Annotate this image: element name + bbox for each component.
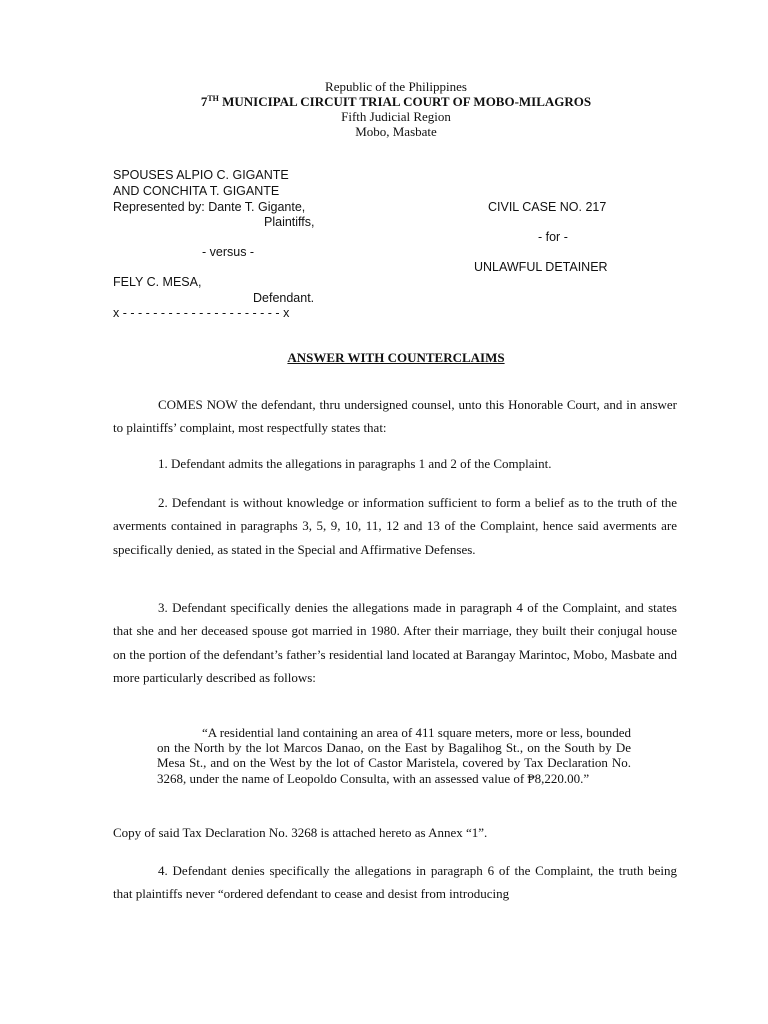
court-number-suffix: TH [207, 94, 219, 103]
paragraph-2-text: 2. Defendant is without knowledge or information sufficient to form a belief as to the truth of the averments contained in paragraphs 3, 5, 9, 10, 11, 12 and 13 of the Complaint, hence said averments are specifically denied, as stated in the Special and Affirmative Defenses. [113, 495, 677, 557]
court-title [0, 94, 768, 110]
header-republic: Republic of the Philippines [325, 79, 467, 94]
caption-separator: x - - - - - - - - - - - - - - - - - - - - - x [113, 306, 290, 320]
paragraph-3 [113, 596, 677, 689]
paragraph-4-text: 4. Defendant denies specifically the allegations in paragraph 6 of the Complaint, the truth being that plaintiffs never “ordered defendant to cease and desist from introducing [113, 863, 677, 902]
plaintiffs-name-line2: AND CONCHITA T. GIGANTE [113, 184, 280, 198]
case-nature: UNLAWFUL DETAINER [474, 260, 608, 274]
represented-by: Represented by: Dante T. Gigante, [113, 200, 306, 214]
block-quote-text: “A residential land containing an area of 411 square meters, more or less, bounded on the North by the lot Marcos Danao, on the East by Bagalihog St., on the South by De Mesa St., and on the West by the lot of Castor Maristela, covered by Tax Declaration No. 3268, under the name of Leopoldo Consulta, with an assessed value of ₱8,220.00.” [157, 725, 631, 786]
paragraph-3-text: 3. Defendant specifically denies the allegations made in paragraph 4 of the Complaint, and states that she and her deceased spouse got married in 1980. After their marriage, they built their conjugal house on the portion of the defendant’s father’s residential land located at Barangay Marintoc, Mobo, Masbate and more particularly described as follows: [113, 600, 677, 685]
court-number: 7 [200, 94, 208, 109]
court-name: MUNICIPAL CIRCUIT TRIAL COURT OF MOBO-MILAGROS [218, 94, 592, 109]
versus-label: - versus - [202, 245, 255, 259]
header-region: Fifth Judicial Region [341, 109, 451, 124]
paragraph-4 [113, 859, 677, 906]
annex-note: Copy of said Tax Declaration No. 3268 is attached hereto as Annex “1”. [113, 825, 488, 840]
paragraph-1 [113, 452, 677, 475]
for-label: - for - [538, 230, 568, 244]
intro-text: COMES NOW the defendant, thru undersigned counsel, unto this Honorable Court, and in answer to plaintiffs’ complaint, most respectfully states that: [113, 397, 677, 436]
paragraph-1-text: 1. Defendant admits the allegations in paragraphs 1 and 2 of the Complaint. [158, 456, 552, 471]
defendant-label: Defendant. [253, 291, 315, 305]
plaintiffs-label: Plaintiffs, [264, 215, 315, 229]
block-quote [157, 725, 631, 786]
document-title: ANSWER WITH COUNTERCLAIMS [287, 350, 505, 365]
plaintiffs-name-line1: SPOUSES ALPIO C. GIGANTE [113, 168, 289, 182]
case-number: CIVIL CASE NO. 217 [488, 200, 607, 214]
intro-paragraph [113, 393, 677, 440]
header-place: Mobo, Masbate [355, 124, 437, 139]
defendant-name: FELY C. MESA, [113, 275, 202, 289]
paragraph-2 [113, 491, 677, 561]
